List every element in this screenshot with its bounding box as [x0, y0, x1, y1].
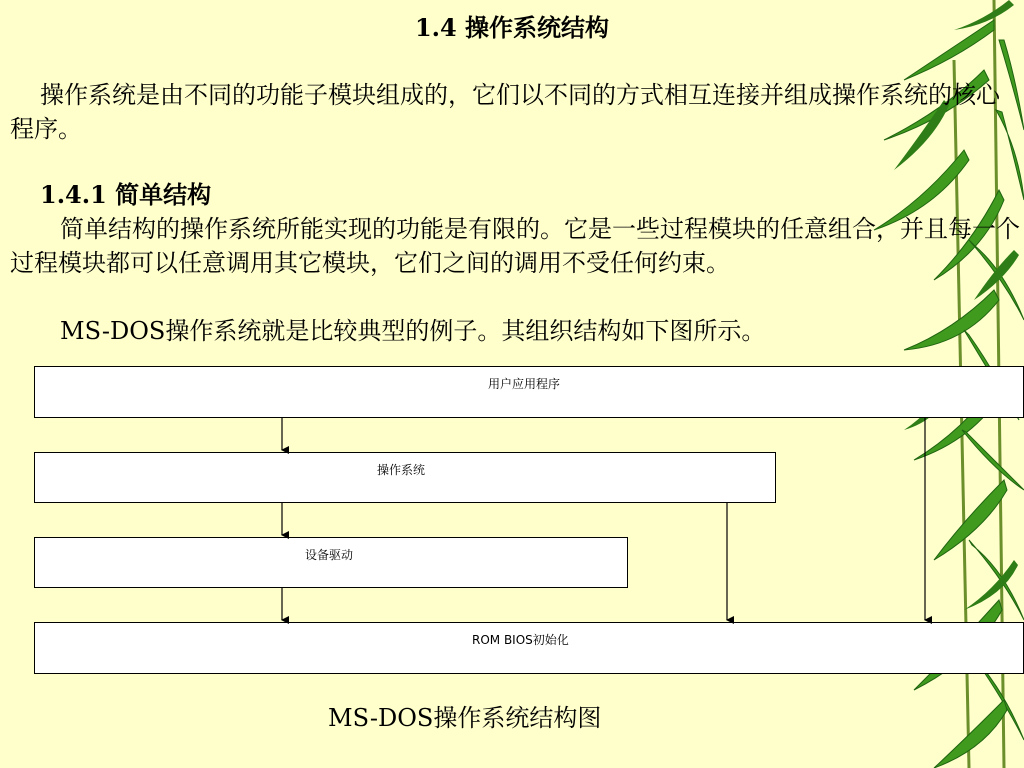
rom-bios-box [34, 622, 1024, 674]
device-driver-label: 设备驱动 [305, 548, 354, 562]
section-paragraph-1: 简单结构的操作系统所能实现的功能是有限的。它是一些过程模块的任意组合，并且每一个过程模块都可以任意调用其它模块，它们之间的调用不受任何约束。 [10, 215, 1020, 277]
rom-bios-label: ROM BIOS初始化 [472, 633, 569, 647]
device-driver-box [34, 537, 628, 588]
diagram-caption: MS-DOS操作系统结构图 [328, 704, 602, 732]
user-application-label: 用户应用程序 [488, 377, 561, 391]
intro-paragraph: 操作系统是由不同的功能子模块组成的，它们以不同的方式相互连接并组成操作系统的核心程序。 [10, 81, 1000, 143]
page-title: 1.4 操作系统结构 [414, 13, 610, 42]
operating-system-box [34, 452, 776, 503]
operating-system-label: 操作系统 [377, 463, 426, 477]
user-application-box [34, 366, 1024, 418]
section-paragraph-2: MS-DOS操作系统就是比较典型的例子。其组织结构如下图所示。 [60, 317, 766, 345]
section-heading: 1.4.1 简单结构 [40, 180, 212, 209]
